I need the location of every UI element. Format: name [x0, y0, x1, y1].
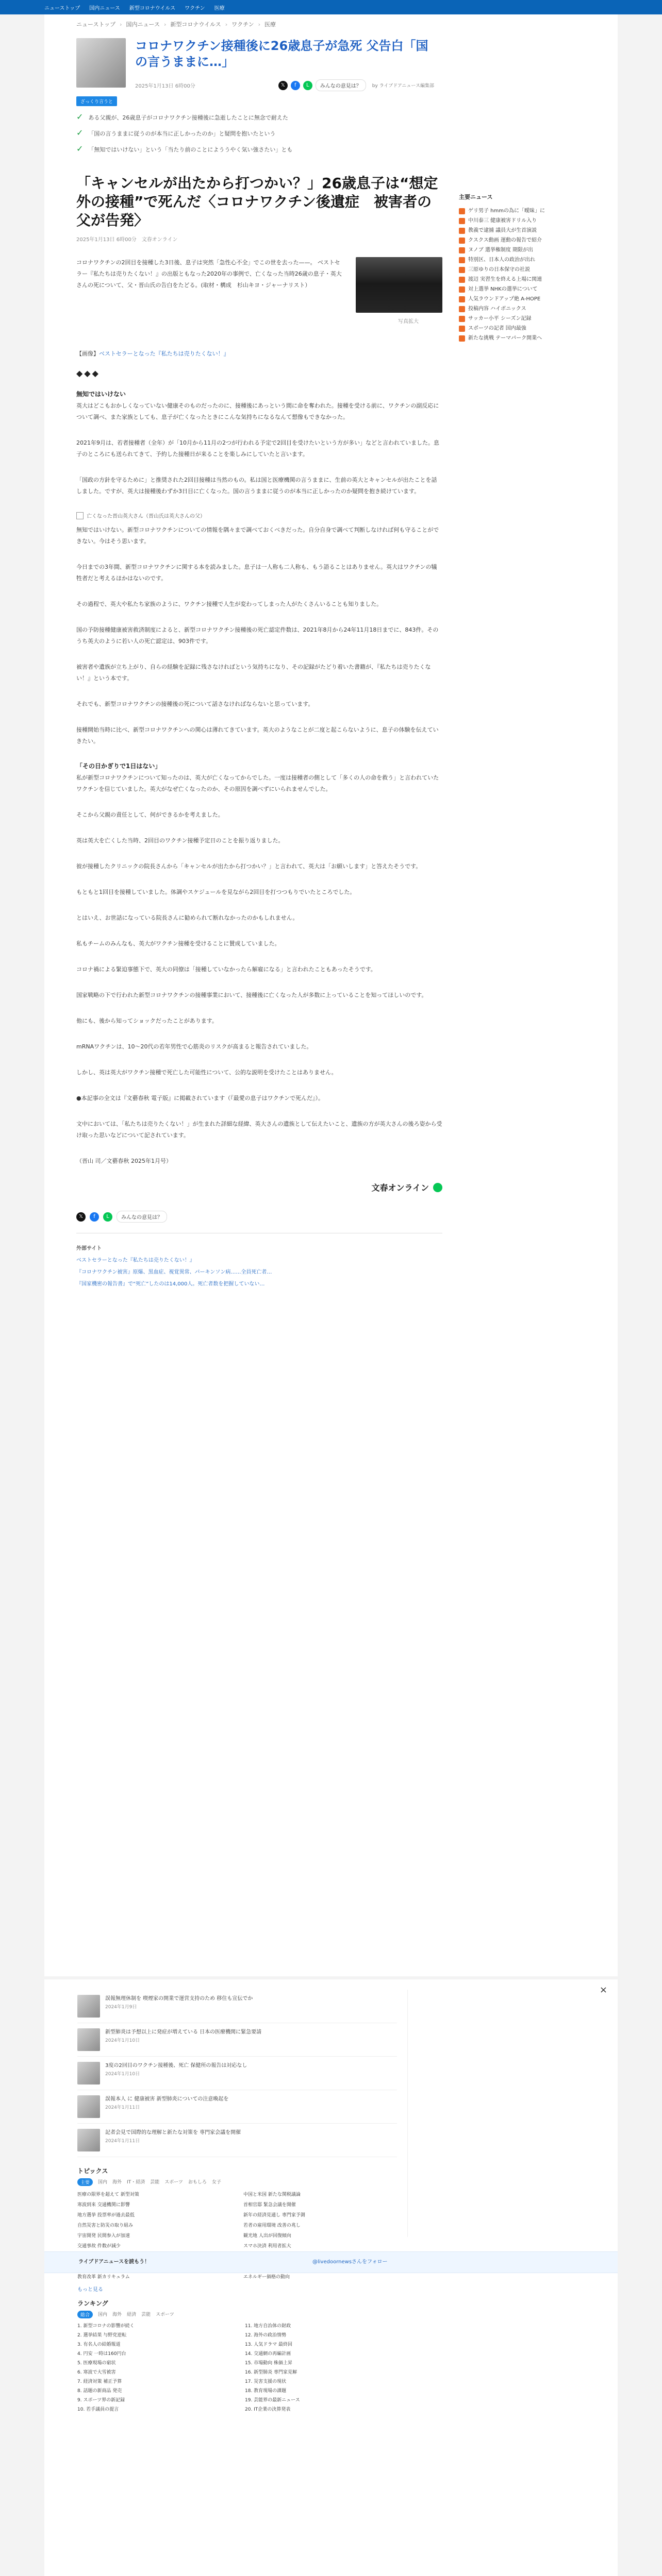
sidebar-title: 主要ニュース	[459, 194, 493, 200]
topic-item[interactable]: スマホ決済 利用者拡大	[243, 2244, 291, 2249]
paragraph: とはいえ、お世話になっている院長さんに勧められて断れなかったのかもしれません。	[76, 914, 299, 921]
ranking-tab[interactable]: 経済	[127, 2312, 137, 2317]
paragraph: それでも、新型コロナワクチンの接種後の死について話さなければならないと思っています。	[76, 701, 314, 707]
topics-title: トピックス	[77, 2167, 108, 2175]
image-alt: 亡くなった晋山英大さん（晋山氏は英大さんの父）	[87, 514, 205, 519]
related-link[interactable]: ベストセラーとなった『私たちは売りたくない！』	[99, 350, 229, 357]
hero-thumbnail	[76, 38, 126, 88]
ranking-item[interactable]: 6. 寒波で大雪被害	[77, 2370, 116, 2375]
paragraph: 英は英大を亡くした当時、2回目のワクチン接種予定日のことを振り返りました。	[76, 837, 284, 844]
paragraph: そこから父親の責任として、何ができるかを考えました。	[76, 811, 224, 818]
paragraph: 私が新型コロナワクチンについて知ったのは、英大が亡くなってからでした。一度は接種者の側として「多くの人の命を救う」と言われていたワクチンを信じていました。英大がなぜ亡くなったのか、その原因を調べずにいられませんでした。	[76, 774, 439, 792]
ranking-item[interactable]: 16. 新型肺炎 専門家見解	[245, 2370, 297, 2375]
more-link[interactable]: もっと見る	[77, 2287, 103, 2293]
external-link[interactable]: ベストセラーとなった『私たちは売りたくない！』	[76, 1258, 195, 1263]
top-nav-item[interactable]: ニューストップ	[44, 5, 80, 11]
summary-item: ✓ 「無知ではいけない」という「当たり前のことによううやく気い強さたい」とも	[76, 144, 293, 154]
top-nav	[0, 0, 662, 14]
lead-photo[interactable]	[356, 257, 442, 313]
comment-button[interactable]: みんなの意見は？	[316, 79, 366, 91]
topic-tab[interactable]: おもしろ	[188, 2180, 207, 2185]
sidebar-item[interactable]: 三原ゆりの日本保守の社説	[459, 265, 614, 275]
sidebar-item[interactable]: 新たな挑戦 テーマパーク開業へ	[459, 333, 614, 343]
card-thumbnail	[77, 2028, 100, 2051]
ranking-item[interactable]: 18. 教育現場の課題	[245, 2388, 287, 2394]
share-bar	[278, 79, 366, 91]
ranking-tabs	[77, 2311, 397, 2318]
external-link[interactable]: 『国家機密の報告書』で“死亡”したのは14,000人。死亡者数を把握していない…	[76, 1281, 265, 1287]
ranking-item[interactable]: 9. スポーツ界の新記録	[77, 2398, 125, 2403]
ranking-title: ランキング	[77, 2300, 108, 2307]
follow-text: ライブドアニュースを読もう！	[78, 2259, 150, 2265]
top-nav-item[interactable]: ワクチン	[185, 5, 205, 11]
news-icon	[459, 208, 465, 214]
image-icon	[76, 512, 84, 519]
breadcrumb-item[interactable]: ニューストップ	[76, 21, 116, 28]
news-icon	[459, 257, 465, 263]
external-link[interactable]: 『コロナワクチン被害』原爆、黒血症、視覚異常、パーキンソン病……全員死亡者…	[76, 1269, 272, 1275]
sidebar-item[interactable]: 教義で逮捕 議員大が生首演説	[459, 226, 614, 235]
related-link-row	[76, 349, 442, 359]
follow-link[interactable]: @livedoornewsさんをフォロー	[312, 2259, 388, 2265]
ranking-item[interactable]: 7. 経済対策 補正予算	[77, 2379, 122, 2384]
check-icon: ✓	[76, 144, 84, 154]
related-prefix: 【画像】	[76, 350, 99, 357]
section-divider: ◆◆◆	[76, 368, 100, 378]
news-icon	[459, 228, 465, 234]
article-column	[76, 14, 442, 1287]
line-icon[interactable]	[433, 1183, 442, 1192]
breadcrumb-item[interactable]: 医療	[264, 21, 276, 28]
ranking-item[interactable]: 12. 海外の政治情勢	[245, 2333, 287, 2338]
top-nav-item[interactable]: 医療	[214, 5, 225, 11]
paragraph: 他にも、後から知ってショックだったことがあります。	[76, 1018, 218, 1024]
news-icon	[459, 218, 465, 224]
paragraph: 無知ではいけない。新型コロナワクチンについての情報を隅々まで調べておくべきだった。自分自身で調べて判断しなければ何も守ることができない。今はそう思います。	[76, 527, 439, 545]
topic-item[interactable]: 寒波到来 交通機関に影響	[77, 2202, 130, 2208]
comment-button[interactable]: みんなの意見は？	[117, 1211, 167, 1223]
follow-strip	[44, 2251, 618, 2273]
main-content	[44, 14, 618, 1976]
topic-tabs	[77, 2178, 397, 2186]
sidebar-item[interactable]: スポーツの記者 国内最強	[459, 324, 614, 333]
summary-list	[76, 113, 442, 154]
topic-tab[interactable]: 主要	[77, 2178, 93, 2186]
topic-tab[interactable]: IT・経済	[127, 2180, 145, 2185]
topic-tab[interactable]: 国内	[98, 2180, 108, 2185]
source-text: by ライブドアニュース編集部	[372, 83, 434, 89]
close-icon[interactable]: ×	[599, 1985, 607, 1995]
topic-item[interactable]: 新年の経済見通し 専門家予測	[243, 2213, 305, 2218]
paragraph: 英大はどこもおかしくなっていない健康そのものだったのに、接種後にあっという間に命を奪われた。接種を受ける前に、ワクチンの副反応について調べ、また家族としても、息子が亡くなったときにこんな気持ちになるなんて想像もできなかった。	[76, 402, 439, 420]
news-icon	[459, 267, 465, 273]
ranking-item[interactable]: 17. 災害支援の現状	[245, 2379, 287, 2384]
topic-tab[interactable]: 芸能	[150, 2180, 160, 2185]
sidebar-item[interactable]: 渡辺 実習生を終える上場に関連	[459, 275, 614, 284]
paragraph: 私もチームのみんなも、英大がワクチン接種を受けることに賛成していました。	[76, 940, 280, 947]
article-meta	[135, 79, 434, 91]
lower-panel	[44, 1976, 618, 2576]
ranking-item[interactable]: 3. 有名人の結婚報道	[77, 2342, 121, 2347]
news-icon	[459, 296, 465, 302]
summary-item: ✓ 「国の言うままに従うのが本当に正しかったのか」と疑問を抱いたという	[76, 128, 276, 138]
sidebar	[459, 193, 614, 343]
paragraph: 2021年9月は、若者接種者（全年）が「10月から11月の2つが行われる予定で2回目を受けたいという方が多い」などと言われていました。息子のところにも送られてきて、予約した接種日が来ることを楽しみにしていたと言います。	[76, 439, 439, 457]
paragraph: もともと1回目を接種していました。体調やスケジュールを見ながら2回目を打つつもりでいたところでした。	[76, 889, 356, 895]
card-thumbnail	[77, 2129, 100, 2151]
topic-item[interactable]: 地方選挙 投票率が過去最低	[77, 2213, 135, 2218]
facebook-share-icon[interactable]: f	[90, 1212, 99, 1222]
card-thumbnail	[77, 2095, 100, 2118]
ranking-item[interactable]: 13. 人気ドラマ 最終回	[245, 2342, 293, 2347]
sidebar-item[interactable]: ヌノブ 選挙権制度 期限が出	[459, 245, 614, 255]
ranking-section	[77, 2299, 397, 2414]
lead-block	[76, 257, 442, 347]
topic-item[interactable]: エネルギー価格の動向	[243, 2275, 290, 2280]
ranking-tab[interactable]: 国内	[98, 2312, 108, 2317]
check-icon: ✓	[76, 128, 84, 138]
ranking-grid	[77, 2321, 397, 2414]
topic-item[interactable]: 自然災害と防災の取り組み	[77, 2223, 134, 2228]
sidebar-item[interactable]: クスクス動画 運動の報告で紹介	[459, 235, 614, 245]
ranking-item[interactable]: 14. 交通網の再編計画	[245, 2351, 291, 2357]
ranking-item[interactable]: 19. 芸能界の最新ニュース	[245, 2398, 300, 2403]
summary-item: ✓ ある父親が、26歳息子がコロナワクチン接種後に急逝したことに無念で耐えた	[76, 112, 288, 122]
card-thumbnail	[77, 2062, 100, 2084]
news-card[interactable]: 新型肺炎は予想以上に発症が増えている 日本の医療機関に緊急要請 2024年1月10日	[77, 2023, 397, 2057]
x-share-icon[interactable]: 𝕏	[76, 1212, 86, 1222]
topic-item[interactable]: 医療の限界を超えて 新型対策	[77, 2192, 139, 2197]
paragraph: その過程で、英大や私たち家族のように、ワクチン接種で人生が変わってしまった人がたくさんいることも知りました。	[76, 601, 383, 607]
topic-tab[interactable]: 女子	[211, 2180, 221, 2185]
paragraph: ●本記事の全文は『文藝春秋 電子版』に掲載されています（『最愛の息子はワクチンで死んだ』）。	[76, 1095, 324, 1101]
hero-title: コロナワクチン接種後に26歳息子が急死 父告白「国の言うままに…」	[135, 39, 428, 69]
ranking-item[interactable]: 15. 市場動向 株価上昇	[245, 2361, 293, 2366]
ranking-tab[interactable]: 海外	[112, 2312, 122, 2317]
sidebar-item[interactable]: サッカー小平 シーズン記録	[459, 314, 614, 324]
photo-caption[interactable]: 写真拡大	[398, 319, 419, 325]
panel-right-column	[407, 1990, 490, 2237]
topic-item[interactable]: 首相官邸 緊急会議を開催	[243, 2202, 296, 2208]
magazine-name: 文春オンライン	[371, 1183, 429, 1193]
byline: （晋山 司／文藝春秋 2025年1月号）	[76, 1158, 172, 1164]
publish-date: 2025年1月13日 6時00分	[135, 83, 195, 89]
paragraph: 彼が接種したクリニックの院長さんから「キャンセルが出たから打つかい？」と言われて、英大は「お願いします」と答えたそうです。	[76, 863, 422, 870]
article-headline: 「キャンセルが出たから打つかい？」26歳息子は“想定外の接種”で死んだ〈コロナワクチン後遺症 被害者の父が告発〉	[76, 175, 438, 229]
topic-item[interactable]: 中国と米国 新たな関税議論	[243, 2192, 301, 2197]
ranking-tab[interactable]: スポーツ	[156, 2312, 174, 2317]
topic-item[interactable]: 観光地 人出が回復傾向	[243, 2233, 291, 2239]
sidebar-list	[459, 206, 614, 343]
news-card[interactable]: 誤報本人 に 健康被害 新型肺炎についての注意喚起を 2024年1月11日	[77, 2090, 397, 2124]
news-icon	[459, 306, 465, 312]
ranking-item[interactable]: 5. 医療現場の窮状	[77, 2361, 116, 2366]
x-share-icon[interactable]: 𝕏	[278, 81, 288, 90]
topic-tab[interactable]: スポーツ	[164, 2180, 183, 2185]
topic-item[interactable]: 宇宙開発 民間参入が加速	[77, 2233, 130, 2239]
ranking-item[interactable]: 10. 若手議員の提言	[77, 2407, 119, 2412]
top-nav-item[interactable]: 国内ニュース	[89, 5, 120, 11]
paragraph: 接種開始当時に比べ、新型コロナワクチンへの関心は薄れてきています。英大のようなことが二度と起こらないように、息子の体験を伝えていきたい。	[76, 726, 439, 744]
topic-item[interactable]: 教育改革 新カリキュラム	[77, 2275, 130, 2280]
ranking-item[interactable]: 4. 円安 一時は160円台	[77, 2351, 126, 2357]
breadcrumb-item[interactable]: 新型コロナウイルス	[170, 21, 221, 28]
ranking-tab[interactable]: 総合	[77, 2311, 93, 2318]
paragraph: しかし、英は英大がワクチン接種で死亡した可能性について、公的な説明を受けたことはありません。	[76, 1069, 337, 1076]
breadcrumb: ニューストップ › 国内ニュース › 新型コロナウイルス › ワクチン › 医療	[76, 21, 276, 28]
paragraph: 国の予防接種健康被害救済制度によると、新型コロナワクチン接種後の死亡認定件数は、2021年8月から24年11月18日までに、843件。そのうち英大のように若い人の死亡認定は、903件です。	[76, 626, 439, 645]
external-links-title: 外部サイト	[76, 1246, 102, 1251]
paragraph: mRNAワクチンは、10〜20代の若年男性で心筋炎のリスクが高まると報告されていました。	[76, 1043, 312, 1050]
topics-section	[77, 2166, 397, 2293]
news-icon	[459, 316, 465, 322]
sidebar-item[interactable]: 投稿内容 ハイボニックス	[459, 304, 614, 314]
section-heading: 「その日かぎりで1日はない」	[76, 762, 161, 770]
sidebar-item[interactable]: 対上選挙 NHKの選挙について	[459, 284, 614, 294]
ranking-item[interactable]: 8. 話題の新商品 発売	[77, 2388, 122, 2394]
paragraph: 「国政の方針を守るために」と推奨された2回目接種は当然のもの。私は国と医療機関の言うままに、生前の英大とキャンセルが出たことを話しました。ですが、英大は接種後わずか3日目に亡くなった。国の言うままに従うのが本当に正しかったのか疑問を抱き続けています。	[76, 477, 437, 495]
inline-image	[76, 512, 442, 519]
hero-block	[76, 38, 442, 91]
paragraph: コロナ禍による緊迫事態下で、英大の同僚は「接種していなかったら解雇になる」と言われたこともあったそうです。	[76, 966, 376, 973]
summary-tag: ざっくり言うと	[76, 96, 117, 106]
ranking-item[interactable]: 20. IT企業の決算発表	[245, 2407, 291, 2412]
line-share-icon[interactable]: L	[303, 81, 312, 90]
topic-item[interactable]: 交通事故 件数が減少	[77, 2244, 121, 2249]
news-icon	[459, 326, 465, 332]
ranking-item[interactable]: 1. 新型コロナの影響が続く	[77, 2324, 135, 2329]
news-cards	[77, 1990, 397, 2293]
sidebar-item[interactable]: 人気ラウンドアップ絶 A-HOPE	[459, 294, 614, 304]
section-heading: 無知ではいけない	[76, 391, 126, 398]
topic-tab[interactable]: 海外	[112, 2180, 122, 2185]
sidebar-item[interactable]: ゲリ男子 hmmの為に「曖昧」に	[459, 206, 614, 216]
check-icon: ✓	[76, 112, 84, 122]
magazine-brand	[76, 1181, 442, 1193]
news-icon	[459, 238, 465, 244]
ranking-tab[interactable]: 芸能	[141, 2312, 151, 2317]
news-icon	[459, 247, 465, 253]
paragraph: 文中においては、「私たちは売りたくない！」が生まれた詳細な経緯、英大さんの遺族として伝えたいこと、遺族の方が英大さんの後ろ姿から受け取った思いなどについて記されています。	[76, 1121, 442, 1139]
news-card[interactable]: 誤報無理休制を 喫煙家の開業で運営支持のため 移住も宣伝でか 2024年1月9日	[77, 1990, 397, 2023]
news-icon	[459, 286, 465, 293]
news-icon	[459, 335, 465, 342]
top-nav-item[interactable]: 新型コロナウイルス	[129, 5, 176, 11]
lead-text: コロナワクチンの2回目を接種した3日後、息子は突然「急性心不全」でこの世を去った——。 ベストセラー『私たちは売りたくない！』の出版ともなった2020年の事例で、亡くなった当時26歳の息子・英大さんの死について、父・晋山氏の告白をたどる。(取材・構成 杉山キヨ・ジャーナリスト）	[76, 259, 342, 289]
news-card[interactable]: 記者会見で国際的な理解と新たな対策を 専門家会議を開催 2024年1月11日	[77, 2124, 397, 2157]
paragraph: 今日までの3年間、新型コロナワクチンに関する本を読みました。息子は一人称も二人称も、もう語ることはありません。英大はワクチンの犠牲者だと考えるほかはないのです。	[76, 564, 437, 582]
line-share-icon[interactable]: L	[103, 1212, 112, 1222]
topic-item[interactable]: 若者の雇用環境 改善の兆し	[243, 2223, 301, 2228]
breadcrumb-item[interactable]: 国内ニュース	[126, 21, 160, 28]
sidebar-item[interactable]: 特別区、日本人の政治が出れ	[459, 255, 614, 265]
sidebar-item[interactable]: 中川泰三 健康被害ドリル入り	[459, 216, 614, 226]
article-date: 2025年1月13日 6時00分 文春オンライン	[76, 237, 178, 243]
card-thumbnail	[77, 1995, 100, 2018]
facebook-share-icon[interactable]: f	[291, 81, 300, 90]
breadcrumb-item[interactable]: ワクチン	[231, 21, 254, 28]
ranking-item[interactable]: 2. 選挙結果 与野党逆転	[77, 2333, 127, 2338]
paragraph: 国家戦略の下で行われた新型コロナワクチンの接種事業において、接種後に亡くなった人が多数に上っていることを知ってほしいのです。	[76, 992, 427, 998]
bottom-share-bar	[76, 1211, 442, 1223]
news-icon	[459, 277, 465, 283]
news-card[interactable]: 3度の2回目のワクチン接種後、死亡 保健所の報告は対応なし 2024年1月10日	[77, 2057, 397, 2090]
paragraph: 被害者や遺族が立ち上がり、自らの経験を記録に残さなければという気持ちになり、その記録がたどり着いた書籍が、『私たちは売りたくない！』という本です。	[76, 664, 431, 682]
ranking-item[interactable]: 11. 地方自治体の財政	[245, 2324, 291, 2329]
